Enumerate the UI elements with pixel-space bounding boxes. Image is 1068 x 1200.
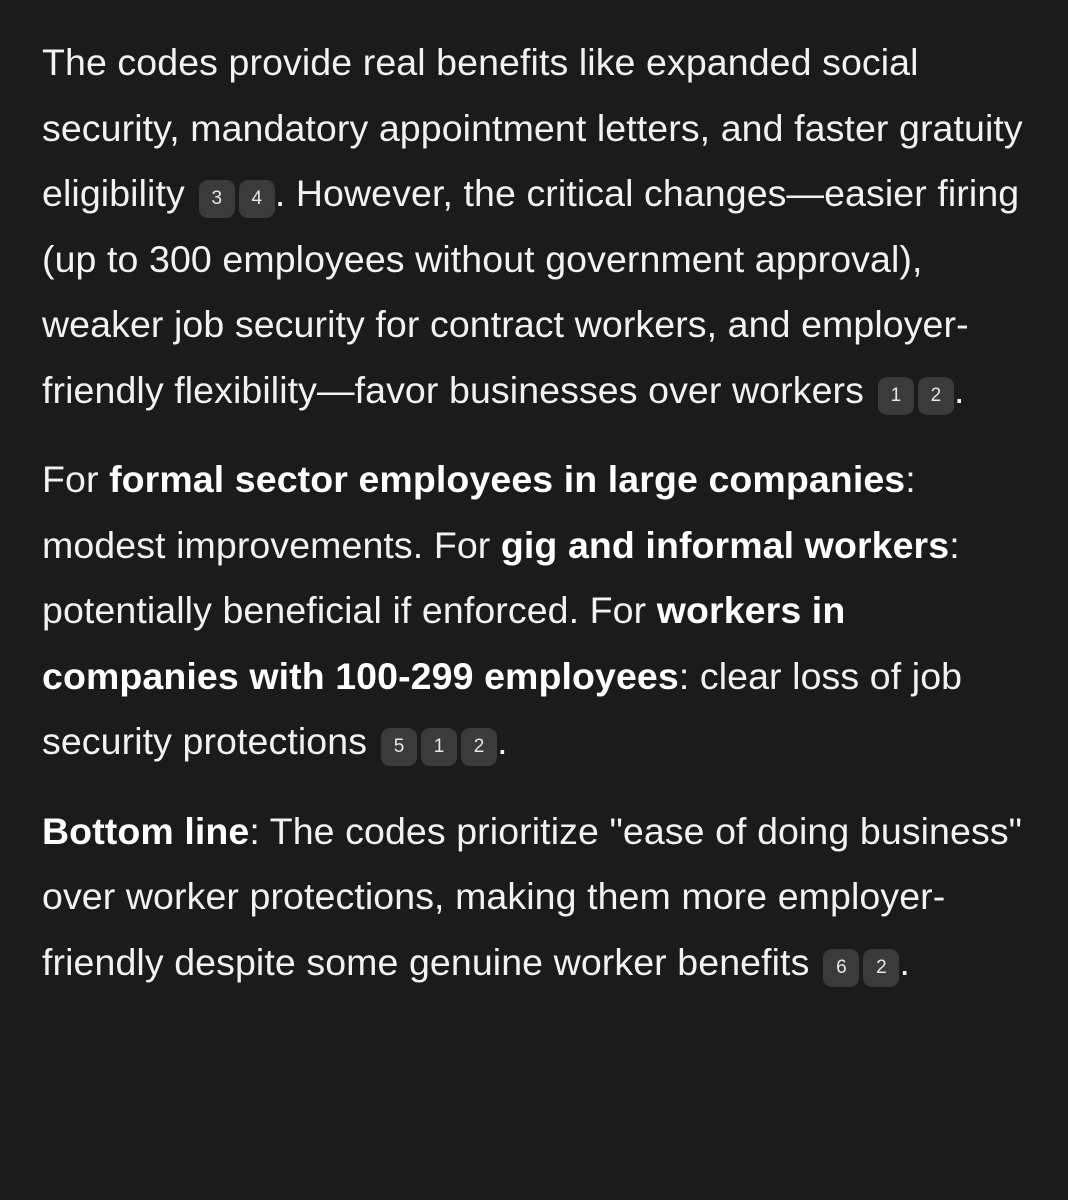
citation-badge[interactable]: 6 xyxy=(823,949,859,987)
bold-term: workers in companies with 100-299 employees xyxy=(42,589,846,697)
paragraph-worker-groups xyxy=(42,447,1042,775)
citation-group xyxy=(878,358,954,424)
citation-badge[interactable]: 1 xyxy=(878,377,914,415)
citation-badge[interactable]: 2 xyxy=(918,377,954,415)
response-content xyxy=(42,30,1042,1019)
citation-badge[interactable]: 3 xyxy=(199,180,235,218)
paragraph-text: For xyxy=(42,458,110,500)
paragraph-end: . xyxy=(497,720,508,762)
citation-group xyxy=(199,161,275,227)
citation-group xyxy=(823,930,899,996)
citation-badge[interactable]: 2 xyxy=(863,949,899,987)
paragraph-summary xyxy=(42,30,1042,423)
paragraph-text: . However, the critical changes—easier firing (up to 300 employees without government approval), weaker job security for contract workers, and employer-friendly flexibility—favor businesses over workers xyxy=(42,172,1020,411)
bold-term: gig and informal workers xyxy=(500,523,950,566)
bold-term: formal sector employees in large companies xyxy=(109,458,906,500)
citation-badge[interactable]: 1 xyxy=(421,728,457,766)
paragraph-text: : The codes prioritize "ease of doing business" over worker protections, making them more employer-friendly despite some genuine worker benefits xyxy=(42,809,1023,983)
citation-badge[interactable]: 2 xyxy=(461,728,497,766)
citation-group xyxy=(381,709,497,775)
paragraph-text: : potentially beneficial if enforced. For xyxy=(42,523,960,631)
paragraph-end: . xyxy=(899,940,910,983)
citation-badge[interactable]: 5 xyxy=(381,728,417,766)
paragraph-end: . xyxy=(953,368,965,411)
paragraph-text: The codes provide real benefits like expanded social security, mandatory appointment letters, and faster gratuity eligibility xyxy=(42,41,1023,214)
citation-badge[interactable]: 4 xyxy=(239,180,275,218)
paragraph-bottom-line xyxy=(42,799,1042,996)
paragraph-text: : clear loss of job security protections xyxy=(42,654,963,762)
paragraph-text: : modest improvements. For xyxy=(42,458,916,566)
bold-term: Bottom line xyxy=(42,809,250,852)
